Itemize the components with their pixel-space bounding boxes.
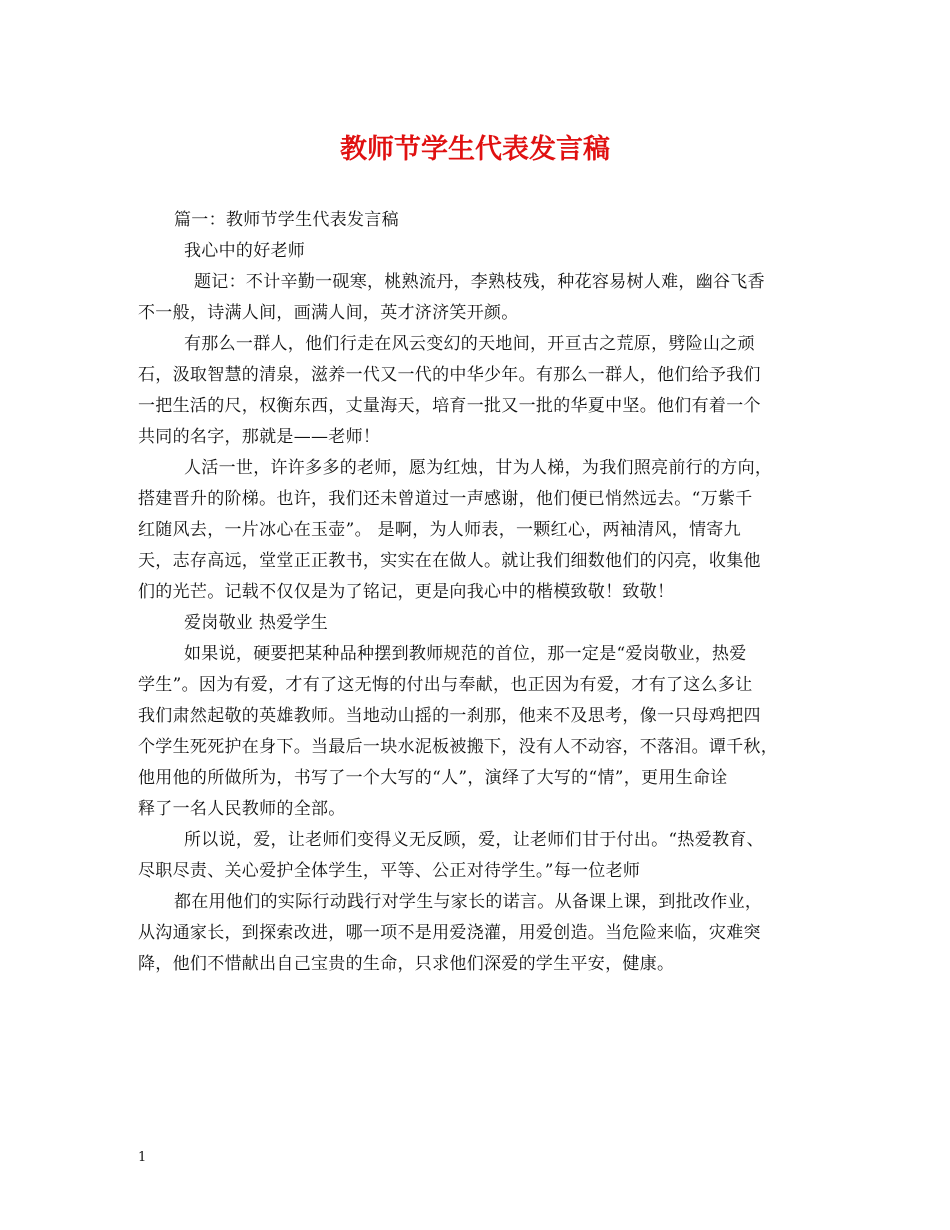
body-line: 共同的名字，那就是——老师！ [138,427,381,447]
body-line: 所以说，爱，让老师们变得义无反顾，爱，让老师们甘于付出。“热爱教育、 [184,830,764,850]
document-body [138,205,828,980]
body-line: 从沟通家长，到探索改进，哪一项不是用爱浇灌，用爱创造。当危险来临，灾难突 [138,923,761,943]
body-line: 题记：不计辛勤一砚寒，桃熟流丹，李熟枝残，种花容易树人难，幽谷飞香 [194,272,765,292]
body-line: 释了一名人民教师的全部。 [138,799,346,819]
body-line: 都在用他们的实际行动践行对学生与家长的诺言。从备课上课，到批改作业， [174,892,763,912]
body-line: 他用他的所做所为，书写了一个大写的“人”，演绎了大写的“情”，更用生命诠 [138,768,728,788]
body-line: 我们肃然起敬的英雄教师。当地动山摇的一刹那，他来不及思考，像一只母鸡把四 [138,706,761,726]
body-line: 降，他们不惜献出自己宝贵的生命，只求他们深爱的学生平安，健康。 [138,954,675,974]
section-subheading: 爱岗敬业 热爱学生 [184,613,329,633]
document-title: 教师节学生代表发言稿 [340,134,610,165]
section-heading: 篇一：教师节学生代表发言稿 [174,210,399,230]
body-line: 不一般，诗满人间，画满人间，英才济济笑开颜。 [138,303,519,323]
body-line: 红随风去，一片冰心在玉壶”。 是啊，为人师表，一颗红心，两袖清风，情寄九 [138,520,741,540]
page-number: 1 [138,1150,147,1165]
body-line: 学生”。因为有爱，才有了这无悔的付出与奉献，也正因为有爱，才有了这么多让 [138,675,753,695]
body-line: 尽职尽责、关心爱护全体学生，平等、公正对待学生。”每一位老师 [138,861,641,881]
body-line: 一把生活的尺，权衡东西，丈量海天，培育一批又一批的华夏中坚。他们有着一个 [138,396,761,416]
body-line: 石，汲取智慧的清泉，滋养一代又一代的中华少年。有那么一群人，他们给予我们 [138,365,761,385]
body-line: 天，志存高远，堂堂正正教书，实实在在做人。就让我们细数他们的闪亮，收集他 [138,551,761,571]
body-line: 个学生死死护在身下。当最后一块水泥板被搬下，没有人不动容，不落泪。谭千秋， [138,737,779,757]
subtitle-line: 我心中的好老师 [184,241,306,261]
body-line: 有那么一群人，他们行走在风云变幻的天地间，开亘古之荒原，劈险山之顽 [184,334,755,354]
body-line: 人活一世，许许多多的老师，愿为红烛，甘为人梯，为我们照亮前行的方向， [184,458,773,478]
body-line: 如果说，硬要把某种品种摆到教师规范的首位，那一定是“爱岗敬业，热爱 [184,644,747,664]
body-line: 搭建晋升的阶梯。也许，我们还未曾道过一声感谢，他们便已悄然远去。“万紫千 [138,489,753,509]
body-line: 们的光芒。记载不仅仅是为了铭记，更是向我心中的楷模致敬！致敬！ [138,582,675,602]
